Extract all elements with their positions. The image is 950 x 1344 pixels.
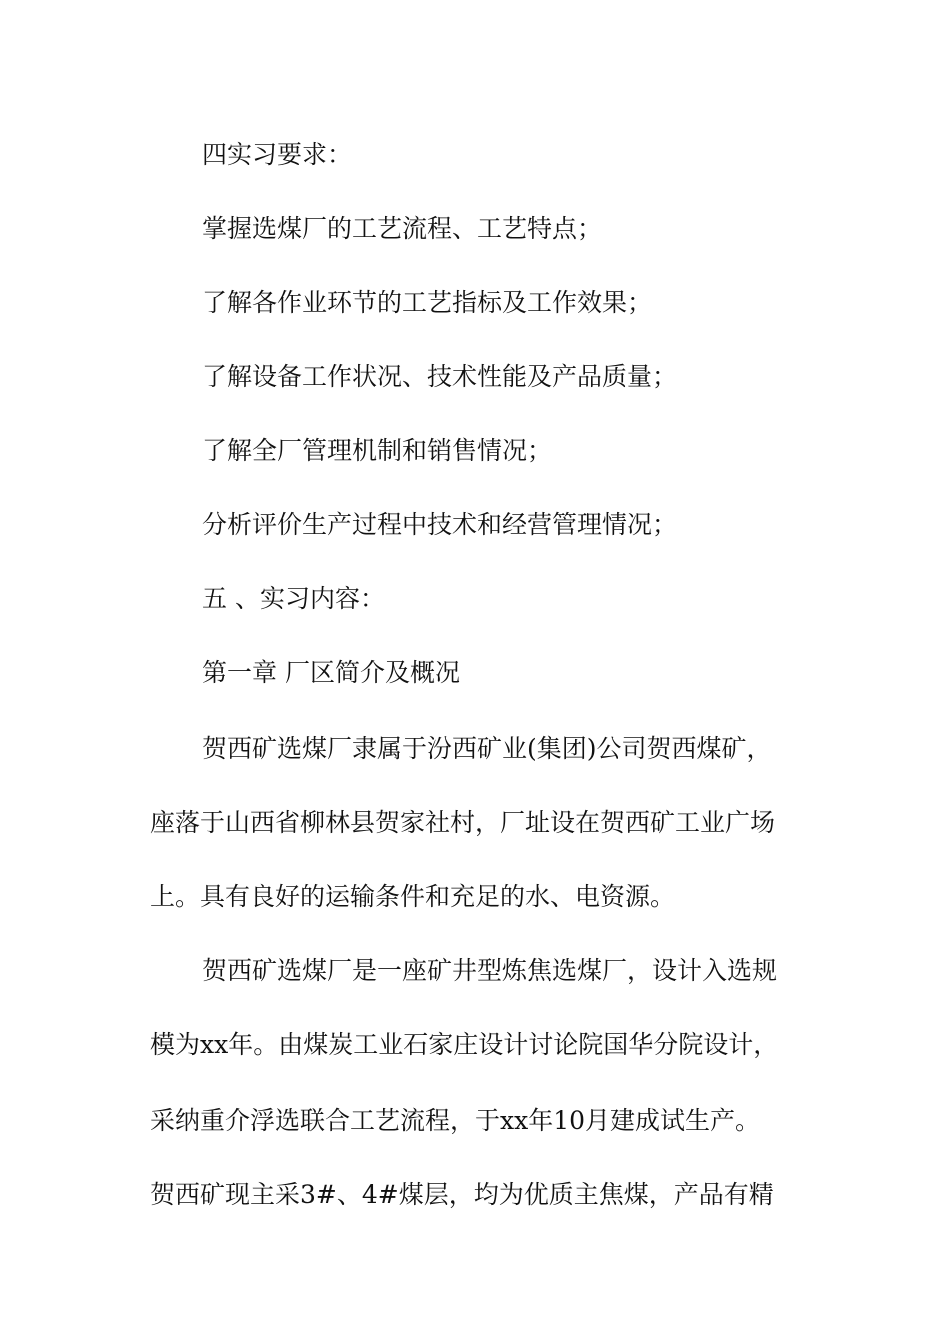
requirements-heading: 四实习要求： — [202, 140, 353, 169]
requirement-item: 了解全厂管理机制和销售情况； — [202, 436, 553, 465]
requirement-item: 了解各作业环节的工艺指标及工作效果； — [202, 288, 653, 317]
content-heading: 五 、实习内容： — [202, 584, 385, 613]
paragraph-line: 贺西矿选煤厂隶属于汾西矿业(集团)公司贺西煤矿， — [202, 734, 772, 763]
paragraph-line: 贺西矿现主采3#、4#煤层，均为优质主焦煤，产品有精 — [150, 1180, 774, 1209]
chapter-title: 第一章 厂区简介及概况 — [202, 658, 460, 687]
requirement-item: 掌握选煤厂的工艺流程、工艺特点； — [202, 214, 603, 243]
paragraph-line: 座落于山西省柳林县贺家社村，厂址设在贺西矿工业广场 — [150, 808, 776, 837]
paragraph-line: 采纳重介浮选联合工艺流程，于xx年10月建成试生产。 — [150, 1106, 761, 1135]
paragraph-line: 贺西矿选煤厂是一座矿井型炼焦选煤厂，设计入选规 — [202, 956, 778, 985]
paragraph-line: 模为xx年。由煤炭工业石家庄设计讨论院国华分院设计， — [150, 1030, 779, 1059]
requirement-item: 分析评价生产过程中技术和经营管理情况； — [202, 510, 678, 539]
paragraph-line: 上。具有良好的运输条件和充足的水、电资源。 — [150, 882, 676, 911]
requirement-item: 了解设备工作状况、技术性能及产品质量； — [202, 362, 678, 391]
